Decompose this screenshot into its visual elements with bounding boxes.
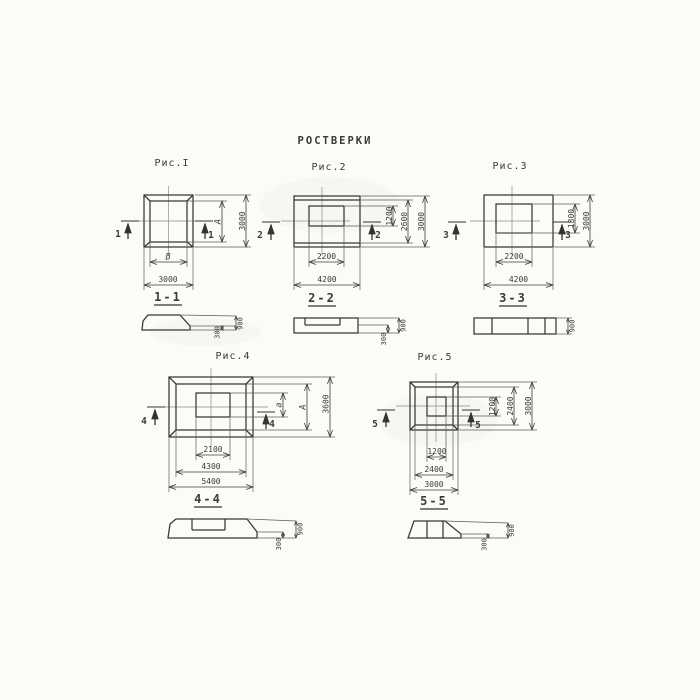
fig3-cut-mark-left xyxy=(443,222,466,241)
fig4-dim-outer-width-label: 5400 xyxy=(201,477,221,486)
fig5-dim-outer-width-label: 3000 xyxy=(424,480,444,489)
fig4-dim-outer-height-label: 3600 xyxy=(321,394,331,414)
sheet-title: РОСТВЕРКИ xyxy=(297,135,373,147)
fig4-dim-face-height-label: A xyxy=(298,404,309,410)
fig1-dim-outer-width-label: 3000 xyxy=(158,275,178,284)
fig3-dim-recess-height-label: 1800 xyxy=(567,208,576,229)
fig4-extension-lines xyxy=(169,377,335,492)
fig3-centerlines xyxy=(470,186,540,256)
fig5-dim-recess-height-label: 1200 xyxy=(488,396,497,417)
fig2-cut-left-label: 2 xyxy=(257,230,263,241)
fig5-dim-recess-width-label: 1200 xyxy=(427,447,447,456)
fig3 xyxy=(443,161,595,334)
fig3-cut-left-label: 3 xyxy=(443,230,449,241)
fig2-section-profile xyxy=(294,318,408,345)
fig2-dim-outer-height-label: 3000 xyxy=(417,211,426,232)
fig4-section-profile xyxy=(168,519,305,550)
fig1-dimension-lines xyxy=(144,195,246,285)
fig2-dim-recess-height-label: 1200 xyxy=(385,206,394,226)
fig3-extension-lines xyxy=(484,195,595,290)
fig1-cut-left-label: 1 xyxy=(115,229,121,240)
fig5-caption: Рис.5 xyxy=(417,352,453,363)
fig2-section-edge-label: 300 xyxy=(380,332,388,346)
fig2-section-height-label: 900 xyxy=(399,319,408,332)
fig4 xyxy=(141,351,335,550)
fig3-section-profile xyxy=(474,318,577,334)
fig3-dim-recess-width-label: 2200 xyxy=(504,252,524,261)
fig5-section-title: 5-5 xyxy=(420,494,448,508)
fig5-section-edge-label: 300 xyxy=(480,538,489,551)
fig4-dim-recess-height-label: a xyxy=(274,402,285,408)
fig4-dimension-lines xyxy=(169,377,330,487)
fig4-dim-face-width-label: 4300 xyxy=(201,462,221,471)
fig3-dim-outer-width-label: 4200 xyxy=(508,275,529,284)
fig2-dim-recess-width-label: 2200 xyxy=(316,252,337,261)
fig5-dim-outer-height-label: 3000 xyxy=(524,396,533,416)
fig3-section-height-label: 900 xyxy=(568,319,577,333)
fig4-caption: Рис.4 xyxy=(215,351,251,362)
fig1-section-title: 1-1 xyxy=(154,290,182,304)
fig1-cut-mark-right xyxy=(195,221,214,241)
fig1-cut-right-label: 1 xyxy=(208,230,214,241)
fig2-dim-outer-width-label: 4200 xyxy=(317,275,337,284)
fig4-cut-right-label: 4 xyxy=(269,419,275,430)
fig4-dim-recess-width-label: 2100 xyxy=(203,445,223,454)
fig1-dim-inner-height-label: A xyxy=(213,218,224,225)
fig1-section-height-label: 900 xyxy=(236,317,245,330)
fig1-cut-mark-left xyxy=(115,221,139,240)
fig5-cut-left-label: 5 xyxy=(372,419,378,430)
fig5-section-height-label: 900 xyxy=(508,524,516,537)
fig4-section-edge-label: 300 xyxy=(275,537,283,551)
fig4-cut-mark-right xyxy=(257,412,275,430)
fig2-dim-face-height-label: 2600 xyxy=(400,211,409,232)
fig1-section-edge-label: 300 xyxy=(213,326,222,339)
fig1 xyxy=(115,158,251,339)
fig5-section-profile xyxy=(408,521,516,551)
fig2-caption: Рис.2 xyxy=(311,162,347,173)
fig5-dim-face-height-label: 2400 xyxy=(506,396,515,416)
fig3-cut-right-label: 3 xyxy=(565,230,571,241)
fig4-section-title: 4-4 xyxy=(194,492,222,506)
fig2-section-title: 2-2 xyxy=(308,291,336,305)
fig1-dim-inner-width-label: B xyxy=(165,252,171,263)
fig2-cut-mark-left xyxy=(257,222,280,241)
fig4-cut-left-label: 4 xyxy=(141,416,147,427)
fig3-dim-outer-height-label: 3000 xyxy=(582,211,591,231)
fig2-cut-right-label: 2 xyxy=(375,230,381,241)
fig5-cut-right-label: 5 xyxy=(475,420,481,431)
fig3-dimension-lines xyxy=(484,195,590,285)
fig3-section-title: 3-3 xyxy=(499,291,527,305)
fig5 xyxy=(372,352,537,551)
fig4-cut-mark-left xyxy=(141,407,165,427)
fig3-caption: Рис.3 xyxy=(492,161,528,172)
fig1-caption: Рис.I xyxy=(154,158,190,169)
fig1-dim-outer-height-label: 3000 xyxy=(238,211,247,231)
fig5-dim-face-width-label: 2400 xyxy=(424,465,444,474)
fig4-section-height-label: 900 xyxy=(296,522,305,536)
